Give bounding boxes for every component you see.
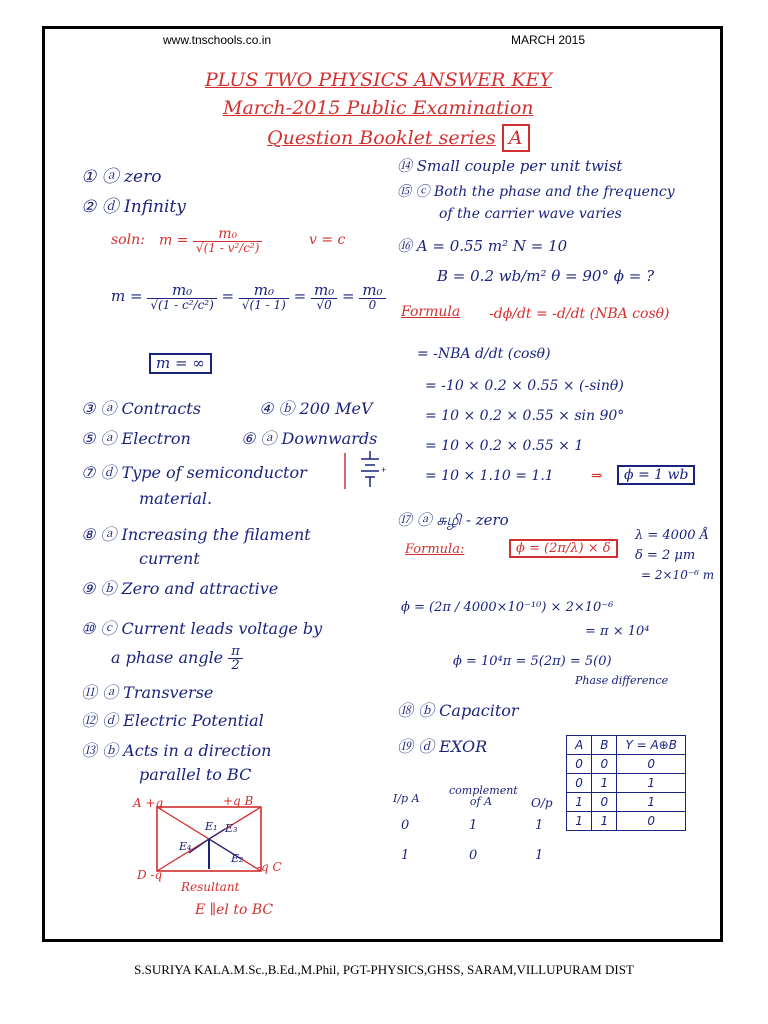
q2-denominator: √(1 - v²/c²) xyxy=(195,241,260,255)
answer-8-line-1: ⑧ ⓐ Increasing the filament xyxy=(81,525,311,544)
answer-13-line-1: ⑬ ⓑ Acts in a direction xyxy=(81,741,272,760)
answer-16-given-1: ⑯ A = 0.55 m² N = 10 xyxy=(397,237,568,255)
truth-row xyxy=(567,793,686,812)
answer-9: ⑨ ⓑ Zero and attractive xyxy=(81,579,279,598)
q2-m-lhs: m = xyxy=(159,232,189,249)
q2-den-a: √(1 - c²/c²) xyxy=(150,298,214,312)
q2-limit-steps: m = $\frac{\text{m₀}}{\text{√(1 - c²/c²)}}$ = $\frac{\text{m₀}}{√(1 - 1)}$ = $\frac{\text{m₀}}{√0}$ = $\frac{\text{m₀}}{0}$ xyxy=(111,283,386,311)
battery-symbol-icon xyxy=(343,449,393,491)
answer-19: ⑲ ⓓ EXOR xyxy=(397,737,488,756)
answer-4: ④ ⓑ 200 MeV xyxy=(259,399,373,418)
q16-step-3: = 10 × 0.2 × 0.55 × sin 90° xyxy=(425,408,625,424)
q10-angle-numerator: π xyxy=(228,645,243,659)
answer-16-given-2: B = 0.2 wb/m² θ = 90° ϕ = ? xyxy=(437,267,655,285)
answer-18: ⑱ ⓑ Capacitor xyxy=(397,701,519,720)
answer-15-line-1: ⑮ ⓒ Both the phase and the frequency xyxy=(397,184,675,200)
q16-formula: -dϕ/dt = -d/dt (NBA cosθ) xyxy=(489,306,670,322)
q16-step-5: = 10 × 1.10 = 1.1 xyxy=(425,468,554,484)
answer-12: ⑫ ⓓ Electric Potential xyxy=(81,711,264,730)
q19-row-2-input: 1 xyxy=(401,848,410,863)
truth-cell: 0 xyxy=(617,812,686,831)
truth-cell: 0 xyxy=(567,774,592,793)
q16-step-2: = -10 × 0.2 × 0.55 × (-sinθ) xyxy=(425,378,624,394)
truth-row xyxy=(567,812,686,831)
q19-row-1-input: 0 xyxy=(401,818,410,833)
q16-step-1: = -NBA d/dt (cosθ) xyxy=(417,346,551,362)
author-footer: S.SURIYA KALA.M.Sc.,B.Ed.,M.Phil, PGT-PHYSICS,GHSS, SARAM,VILLUPURAM DIST xyxy=(134,962,634,977)
q2-solution-label: soln: xyxy=(111,232,145,248)
answer-3: ③ ⓐ Contracts xyxy=(81,399,201,418)
field-e4-label: E₄ xyxy=(179,840,192,853)
answer-17: ⑰ ⓐ சுழி - zero xyxy=(397,511,509,529)
q17-calc-1-result: = π × 10⁴ xyxy=(585,624,650,639)
q17-calc-2: ϕ = 10⁴π = 5(2π) = 5(0) xyxy=(453,654,612,669)
truth-cell: 1 xyxy=(592,812,617,831)
truth-row xyxy=(567,774,686,793)
answer-2: ② ⓓ Infinity xyxy=(81,197,186,217)
q2-num-c: m₀ xyxy=(311,283,337,299)
q2-den-c: √0 xyxy=(316,298,332,312)
exor-truth-table xyxy=(566,735,686,831)
answer-6: ⑥ ⓐ Downwards xyxy=(241,429,378,448)
q16-result-box: ϕ = 1 wb xyxy=(617,465,695,485)
q2-v-equals-c: v = c xyxy=(309,232,346,248)
answer-1: ① ⓐ zero xyxy=(81,167,162,187)
truth-header-2: Y = A⊕B xyxy=(617,736,686,755)
q19-output-label: O/p xyxy=(531,796,553,810)
truth-cell: 1 xyxy=(567,793,592,812)
truth-header-1: B xyxy=(592,736,617,755)
answer-7-line-2: material. xyxy=(139,489,213,508)
truth-cell: 1 xyxy=(617,793,686,812)
q17-formula-box: ϕ = (2π/λ) × δ xyxy=(509,539,618,558)
q17-phase-note: Phase difference xyxy=(575,674,669,687)
answer-5: ⑤ ⓐ Electron xyxy=(81,429,191,448)
q2-numerator: m₀ xyxy=(193,227,263,242)
answer-10-line-1: ⑩ ⓒ Current leads voltage by xyxy=(81,619,323,638)
truth-cell: 1 xyxy=(567,812,592,831)
diagram-caption: E ∥el to BC xyxy=(195,902,274,918)
title-line-3 xyxy=(267,129,530,148)
title-series-text: Question Booklet series xyxy=(267,127,496,149)
series-letter: A xyxy=(502,124,530,152)
q2-result-box: m = ∞ xyxy=(149,353,212,374)
q19-row-2-output: 1 xyxy=(535,848,544,863)
q19-row-1-complement: 1 xyxy=(469,818,478,833)
q2-m-lhs-2: m = xyxy=(111,287,143,305)
q19-complement-label: complement of A xyxy=(449,784,518,808)
q19-row-1-output: 1 xyxy=(535,818,544,833)
answer-15-line-2: of the carrier wave varies xyxy=(439,206,622,222)
answer-7-line-1: ⑦ ⓓ Type of semiconductor xyxy=(81,463,307,482)
q2-mass-formula xyxy=(159,227,262,254)
truth-row xyxy=(567,755,686,774)
title-line-2: March-2015 Public Examination xyxy=(223,97,534,119)
answer-11: ⑪ ⓐ Transverse xyxy=(81,683,214,702)
q17-delta-si: = 2×10⁻⁶ m xyxy=(641,568,715,582)
answer-14: ⑭ Small couple per unit twist xyxy=(397,157,623,175)
resultant-label: Resultant xyxy=(181,880,240,894)
q2-den-d: 0 xyxy=(368,298,377,312)
field-e2-label: E₂ xyxy=(231,852,244,865)
q17-lambda: λ = 4000 Å xyxy=(635,528,710,543)
field-e1-label: E₁ xyxy=(205,820,218,833)
title-line-1: PLUS TWO PHYSICS ANSWER KEY xyxy=(205,69,552,91)
q17-calc-1: ϕ = (2π / 4000×10⁻¹⁰) × 2×10⁻⁶ xyxy=(401,600,614,615)
answer-10-line-2 xyxy=(111,645,243,672)
truth-cell: 1 xyxy=(592,774,617,793)
q16-formula-label: Formula xyxy=(401,304,461,320)
q2-den-b: √(1 - 1) xyxy=(241,298,286,312)
field-e3-label: E₃ xyxy=(225,822,238,835)
answer-13-line-2: parallel to BC xyxy=(139,765,252,784)
corner-b-label: +q B xyxy=(223,794,254,808)
svg-text:+: + xyxy=(381,465,387,475)
q10-phase-text: a phase angle xyxy=(111,648,224,667)
source-url: www.tnschools.co.in xyxy=(163,33,272,47)
truth-header-0: A xyxy=(567,736,592,755)
truth-cell: 0 xyxy=(617,755,686,774)
q16-step-4: = 10 × 0.2 × 0.55 × 1 xyxy=(425,438,584,454)
q19-input-label: I/p A xyxy=(393,792,420,805)
answer-key-sheet xyxy=(42,26,723,942)
q17-formula-label: Formula: xyxy=(405,542,465,557)
q17-delta: δ = 2 μm xyxy=(635,548,696,563)
corner-d-label: D -q xyxy=(137,868,163,882)
truth-cell: 0 xyxy=(592,755,617,774)
corner-c-label: -q C xyxy=(257,860,282,874)
exam-date: MARCH 2015 xyxy=(511,33,586,47)
q2-num-a: m₀ xyxy=(147,283,216,299)
q2-num-b: m₀ xyxy=(239,283,289,299)
q19-row-2-complement: 0 xyxy=(469,848,478,863)
q16-arrow: ⇒ xyxy=(591,468,603,484)
truth-cell: 0 xyxy=(567,755,592,774)
truth-cell: 1 xyxy=(617,774,686,793)
truth-cell: 0 xyxy=(592,793,617,812)
q2-num-d: m₀ xyxy=(359,283,385,299)
answer-8-line-2: current xyxy=(139,549,200,568)
corner-a-label: A +q xyxy=(133,796,164,810)
q10-angle-denominator: 2 xyxy=(231,658,240,673)
